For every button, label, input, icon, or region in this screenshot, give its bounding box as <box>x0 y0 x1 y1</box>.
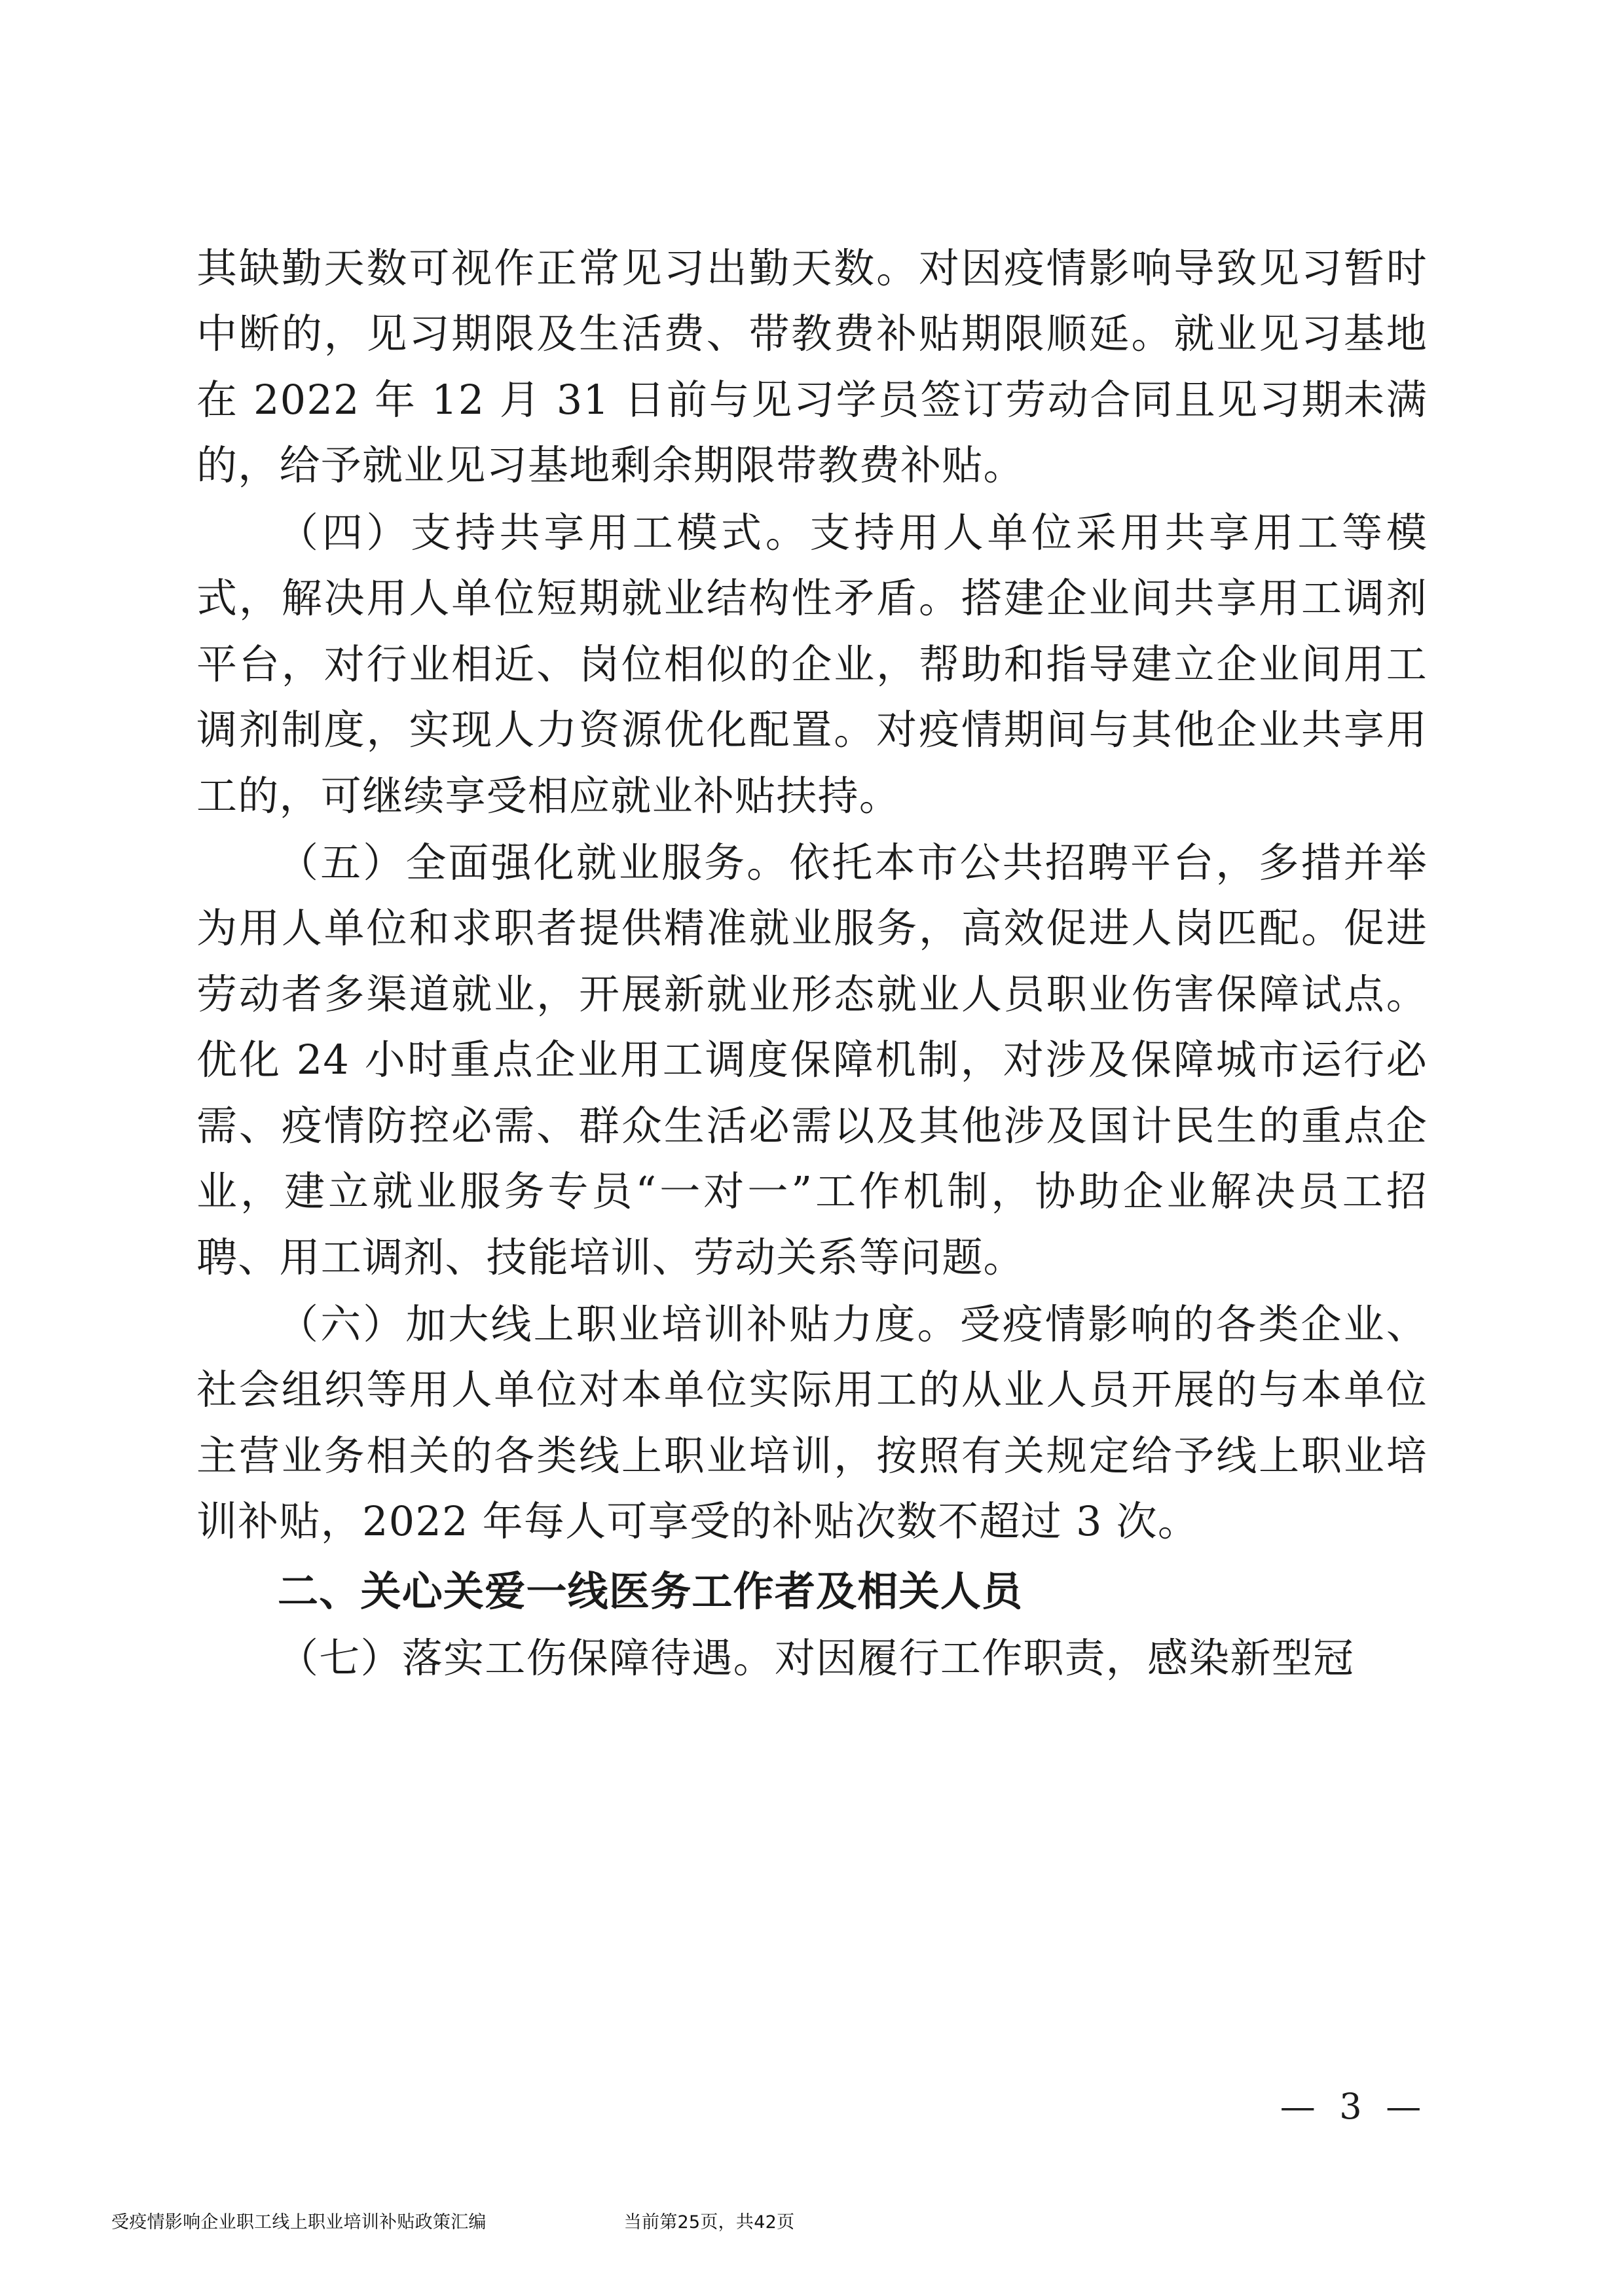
paragraph-continued: 其缺勤天数可视作正常见习出勤天数。对因疫情影响导致见习暂时中断的，见习期限及生活费、带教费补贴期限顺延。就业见习基地在 2022 年 12 月 31 日前与见习学员签订劳动合同且见习期未满的，给予就业见习基地剩余期限带教费补贴。 <box>196 244 1428 490</box>
paragraph-item-7: （七）落实工伤保障待遇。对因履行工作职责，感染新型冠 <box>278 1634 1355 1683</box>
document-body <box>196 236 1428 1692</box>
paragraph-item-6: （六）加大线上职业培训补贴力度。受疫情影响的各类企业、社会组织等用人单位对本单位实际用工的从业人员开展的与本单位主营业务相关的各类线上职业培训，按照有关规定给予线上职业培训补贴，2022 年每人可享受的补贴次数不超过 3 次。 <box>196 1300 1428 1546</box>
section-heading: 二、关心关爱一线医务工作者及相关人员 <box>278 1567 1024 1615</box>
paragraph-item-5: （五）全面强化就业服务。依托本市公共招聘平台，多措并举为用人单位和求职者提供精准就业服务，高效促进人岗匹配。促进劳动者多渠道就业，开展新就业形态就业人员职业伤害保障试点。优化 24 小时重点企业用工调度保障机制，对涉及保障城市运行必需、疫情防控必需、群众生活必需以及其他涉及国计民生的重点企业，建立就业服务专员“一对一”工作机制，协助企业解决员工招聘、用工调剂、技能培训、劳动关系等问题。 <box>196 838 1428 1281</box>
footer-page-indicator: 当前第25页，共42页 <box>623 2212 795 2232</box>
page-footer <box>111 2208 1513 2233</box>
paragraph-item-4: （四）支持共享用工模式。支持用人单位采用共享用工等模式，解决用人单位短期就业结构性矛盾。搭建企业间共享用工调剂平台，对行业相近、岗位相似的企业，帮助和指导建立企业间用工调剂制度，实现人力资源优化配置。对疫情期间与其他企业共享用工的，可继续享受相应就业补贴扶持。 <box>196 508 1428 820</box>
page-number: — 3 — <box>1280 2086 1428 2127</box>
footer-document-title: 受疫情影响企业职工线上职业培训补贴政策汇编 <box>111 2212 487 2232</box>
